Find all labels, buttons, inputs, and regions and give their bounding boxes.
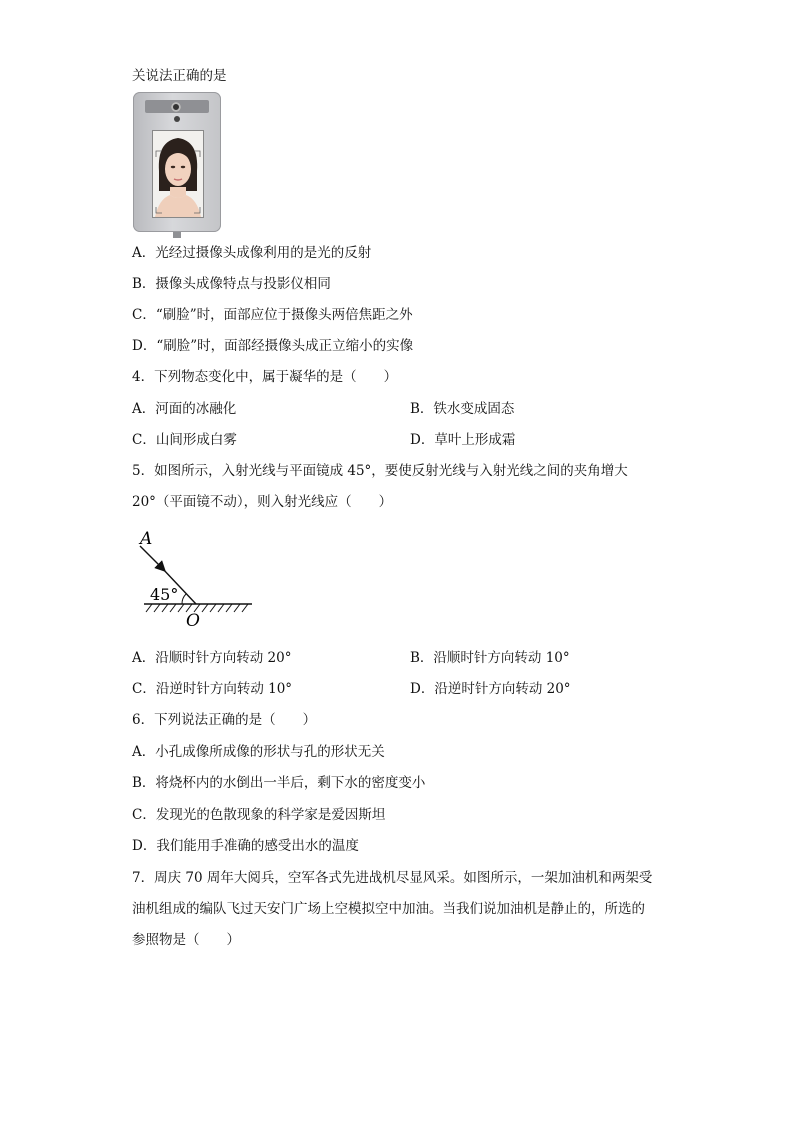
q3-option-a: A．光经过摄像头成像利用的是光的反射 — [132, 245, 372, 261]
q7-stem-line1: 7．周庆 70 周年大阅兵，空军各式先进战机尽显风采。如图所示，一架加油机和两架受 — [132, 870, 653, 886]
q5-option-a: A．沿顺时针方向转动 20° — [132, 650, 292, 666]
q4-option-c: C．山间形成白雾 — [132, 432, 237, 448]
camera-icon — [171, 102, 181, 112]
angle-arc — [182, 594, 186, 604]
label-angle: 45° — [150, 585, 179, 604]
q5-mirror-diagram — [132, 528, 262, 632]
q4-option-d: D．草叶上形成霜 — [410, 432, 516, 448]
q5-option-d: D．沿逆时针方向转动 20° — [410, 681, 571, 697]
q6-stem: 6．下列说法正确的是（ ） — [132, 712, 317, 728]
q5-stem-line1: 5．如图所示，入射光线与平面镜成 45°，要使反射光线与入射光线之间的夹角增大 — [132, 463, 628, 479]
device-stand — [173, 232, 181, 238]
sensor-icon — [174, 116, 180, 122]
q4-option-a: A．河面的冰融化 — [132, 401, 237, 417]
q3-option-d: D．“刷脸”时，面部经摄像头成正立缩小的实像 — [132, 338, 414, 354]
q5-option-b: B．沿顺时针方向转动 10° — [410, 650, 570, 666]
q3-option-c: C．“刷脸”时，面部应位于摄像头两倍焦距之外 — [132, 307, 413, 323]
face-recognition-device-image — [133, 92, 221, 232]
q6-option-c: C．发现光的色散现象的科学家是爱因斯坦 — [132, 807, 386, 823]
q5-stem-line2: 20°（平面镜不动），则入射光线应（ ） — [132, 494, 393, 510]
q6-option-a: A．小孔成像所成像的形状与孔的形状无关 — [132, 744, 385, 760]
device-screen — [152, 130, 204, 218]
q4-stem: 4．下列物态变化中，属于凝华的是（ ） — [132, 369, 398, 385]
q7-stem-line2: 油机组成的编队飞过天安门广场上空模拟空中加油。当我们说加油机是静止的，所选的 — [132, 901, 645, 917]
label-a: A — [140, 529, 153, 549]
incident-ray-segment — [140, 546, 164, 570]
face-portrait-icon — [153, 131, 203, 217]
q3-stem-tail: 关说法正确的是 — [132, 68, 227, 84]
label-o: O — [186, 611, 200, 631]
q5-option-c: C．沿逆时针方向转动 10° — [132, 681, 293, 697]
q6-option-b: B．将烧杯内的水倒出一半后，剩下水的密度变小 — [132, 775, 426, 791]
q6-option-d: D．我们能用手准确的感受出水的温度 — [132, 838, 359, 854]
q7-stem-line3: 参照物是（ ） — [132, 932, 240, 948]
q3-option-b: B．摄像头成像特点与投影仪相同 — [132, 276, 331, 292]
q4-option-b: B．铁水变成固态 — [410, 401, 515, 417]
